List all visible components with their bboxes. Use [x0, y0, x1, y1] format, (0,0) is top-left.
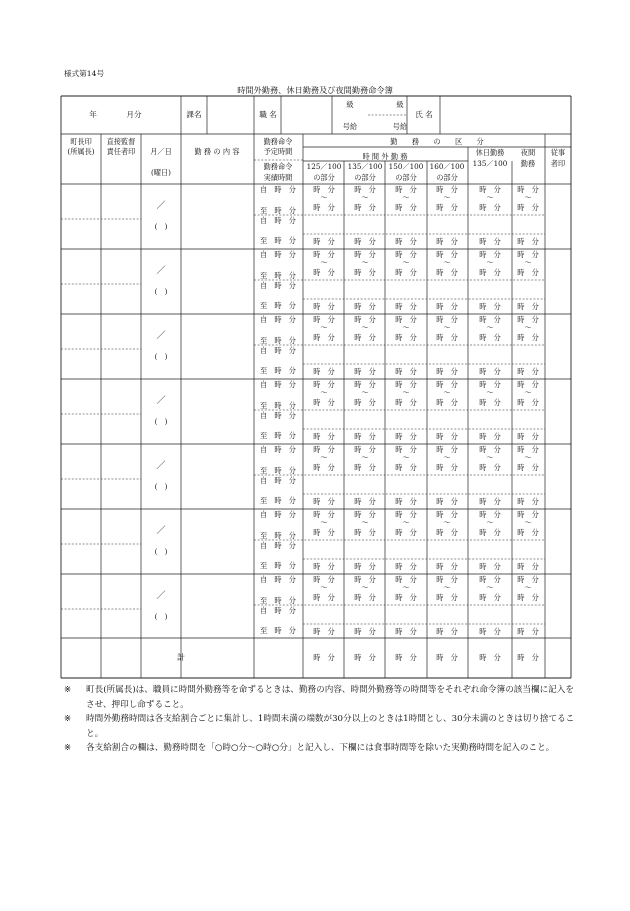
name-label: 氏 名 [415, 110, 433, 119]
tilde: ～ [524, 193, 532, 202]
actual-time: 時 分 [436, 497, 458, 506]
note-text: 時間外勤務時間は各支給割合ごとに集計し、1時間未満の端数が30分以上のときは1時間とし、30分未満のときは切り捨てること。 [86, 714, 575, 739]
start-time: 時 分 [436, 510, 458, 519]
tilde: ～ [320, 388, 328, 397]
start-time: 時 分 [517, 510, 539, 519]
actual-time: 時 分 [354, 302, 376, 311]
planned-to: 至 時 分 [260, 271, 296, 280]
actual-time: 時 分 [479, 627, 501, 636]
start-time: 時 分 [313, 510, 335, 519]
actual-from: 自 時 分 [260, 606, 296, 615]
end-time: 時 分 [313, 398, 335, 407]
rate-part-header: の部分 [395, 173, 417, 182]
end-time: 時 分 [354, 333, 376, 342]
actual-from: 自 時 分 [260, 281, 296, 290]
step-label: 号給 [342, 122, 358, 131]
month-label: 月分 [126, 110, 142, 119]
weekday-paren: ( ) [154, 417, 168, 426]
actual-time: 時 分 [354, 627, 376, 636]
end-time: 時 分 [395, 528, 417, 537]
actual-time: 時 分 [479, 562, 501, 571]
tilde: ～ [524, 323, 532, 332]
planned-from: 自 時 分 [260, 445, 296, 454]
date-slash: ／ [156, 201, 166, 211]
date-header: 月／日 [150, 147, 172, 156]
note-text: 各支給割合の欄は、勤務時間を「○時○分～○時○分」と記入し、下欄には食事時間等を除いた実勤務時間を記入のこと。 [86, 743, 555, 753]
tilde: ～ [443, 323, 451, 332]
actual-time: 時 分 [395, 237, 417, 246]
start-time: 時 分 [354, 510, 376, 519]
grade-label: 級 [396, 100, 404, 109]
rate-header: 125／100 [306, 162, 342, 171]
form-number: 様式第14号 [64, 69, 105, 78]
actual-time: 時 分 [354, 432, 376, 441]
tilde: ～ [443, 388, 451, 397]
actual-time: 時 分 [517, 302, 539, 311]
tilde: ～ [486, 388, 494, 397]
total-label: 計 [177, 653, 185, 662]
start-time: 時 分 [354, 315, 376, 324]
start-time: 時 分 [517, 445, 539, 454]
planned-time-header: 予定時間 [263, 147, 293, 156]
tilde: ～ [443, 193, 451, 202]
start-time: 時 分 [436, 250, 458, 259]
actual-to: 至 時 分 [260, 366, 296, 375]
end-time: 時 分 [436, 398, 458, 407]
actual-time-header: 実績時間 [263, 173, 293, 182]
start-time: 時 分 [395, 445, 417, 454]
actual-time: 時 分 [354, 497, 376, 506]
tilde: ～ [524, 453, 532, 462]
actual-to: 至 時 分 [260, 431, 296, 440]
actual-time: 時 分 [436, 562, 458, 571]
weekday-paren: ( ) [154, 352, 168, 361]
actual-time: 時 分 [479, 367, 501, 376]
start-time: 時 分 [479, 185, 501, 194]
actual-from: 自 時 分 [260, 476, 296, 485]
start-time: 時 分 [395, 380, 417, 389]
start-time: 時 分 [479, 315, 501, 324]
tilde: ～ [402, 323, 410, 332]
end-time: 時 分 [395, 593, 417, 602]
actual-time: 時 分 [436, 367, 458, 376]
actual-to: 至 時 分 [260, 496, 296, 505]
tilde: ～ [402, 453, 410, 462]
tilde: ～ [486, 453, 494, 462]
holiday-rate-header: 135／100 [472, 159, 508, 168]
end-time: 時 分 [354, 463, 376, 472]
total-time: 時 分 [517, 653, 539, 662]
end-time: 時 分 [313, 268, 335, 277]
actual-from: 自 時 分 [260, 411, 296, 420]
end-time: 時 分 [517, 398, 539, 407]
start-time: 時 分 [313, 250, 335, 259]
date-slash: ／ [156, 396, 166, 406]
planned-from: 自 時 分 [260, 185, 296, 194]
actual-time: 時 分 [313, 497, 335, 506]
start-time: 時 分 [354, 185, 376, 194]
actual-time: 時 分 [313, 302, 335, 311]
start-time: 時 分 [436, 185, 458, 194]
tilde: ～ [402, 518, 410, 527]
supervisor-seal-header: 責任者印 [106, 147, 136, 156]
actual-to: 至 時 分 [260, 236, 296, 245]
end-time: 時 分 [479, 398, 501, 407]
end-time: 時 分 [517, 593, 539, 602]
tilde: ～ [402, 193, 410, 202]
rate-header: 160／100 [429, 162, 465, 171]
end-time: 時 分 [479, 463, 501, 472]
actual-time: 時 分 [313, 237, 335, 246]
tilde: ～ [361, 388, 369, 397]
actual-time: 時 分 [395, 497, 417, 506]
end-time: 時 分 [354, 593, 376, 602]
tilde: ～ [486, 583, 494, 592]
note-1 [64, 683, 578, 713]
actual-time: 時 分 [517, 432, 539, 441]
tilde: ～ [486, 323, 494, 332]
actual-time: 時 分 [354, 237, 376, 246]
start-time: 時 分 [354, 380, 376, 389]
actual-to: 至 時 分 [260, 626, 296, 635]
rate-part-header: の部分 [436, 173, 458, 182]
end-time: 時 分 [436, 203, 458, 212]
start-time: 時 分 [517, 380, 539, 389]
start-time: 時 分 [395, 575, 417, 584]
actual-time: 時 分 [479, 237, 501, 246]
actual-from: 自 時 分 [260, 541, 296, 550]
tilde: ～ [320, 323, 328, 332]
actual-time: 時 分 [517, 497, 539, 506]
tilde: ～ [361, 323, 369, 332]
end-time: 時 分 [436, 528, 458, 537]
tilde: ～ [524, 518, 532, 527]
end-time: 時 分 [436, 333, 458, 342]
form-title: 時間外勤務、休日勤務及び夜間勤務命令簿 [237, 85, 393, 95]
note-3 [64, 741, 578, 756]
actual-from: 自 時 分 [260, 346, 296, 355]
tilde: ～ [361, 453, 369, 462]
actual-time: 時 分 [479, 302, 501, 311]
section-name-label: 課名 [186, 110, 202, 119]
end-time: 時 分 [479, 593, 501, 602]
planned-to: 至 時 分 [260, 466, 296, 475]
end-time: 時 分 [395, 333, 417, 342]
worker-seal-header: 者印 [550, 159, 566, 168]
rate-header: 135／100 [347, 162, 383, 171]
start-time: 時 分 [354, 250, 376, 259]
tilde: ～ [443, 518, 451, 527]
holiday-header: 休日勤務 [475, 148, 505, 157]
actual-time: 時 分 [395, 432, 417, 441]
mayor-seal-header: (所属長) [67, 147, 95, 156]
weekday-paren: ( ) [154, 547, 168, 556]
end-time: 時 分 [479, 528, 501, 537]
tilde: ～ [402, 388, 410, 397]
actual-time: 時 分 [479, 432, 501, 441]
start-time: 時 分 [479, 445, 501, 454]
planned-from: 自 時 分 [260, 315, 296, 324]
end-time: 時 分 [517, 463, 539, 472]
start-time: 時 分 [395, 250, 417, 259]
weekday-paren: ( ) [154, 222, 168, 231]
tilde: ～ [361, 258, 369, 267]
tilde: ～ [361, 193, 369, 202]
start-time: 時 分 [395, 510, 417, 519]
planned-to: 至 時 分 [260, 401, 296, 410]
date-slash: ／ [156, 591, 166, 601]
total-time: 時 分 [313, 653, 335, 662]
end-time: 時 分 [354, 398, 376, 407]
start-time: 時 分 [436, 575, 458, 584]
planned-from: 自 時 分 [260, 575, 296, 584]
actual-time: 時 分 [395, 562, 417, 571]
start-time: 時 分 [479, 575, 501, 584]
start-time: 時 分 [313, 575, 335, 584]
actual-time: 時 分 [395, 627, 417, 636]
note-mark: ※ [64, 743, 72, 753]
end-time: 時 分 [395, 203, 417, 212]
total-time: 時 分 [436, 653, 458, 662]
note-mark: ※ [64, 685, 72, 695]
tilde: ～ [361, 518, 369, 527]
start-time: 時 分 [313, 445, 335, 454]
tilde: ～ [361, 583, 369, 592]
actual-time: 時 分 [395, 367, 417, 376]
tilde: ～ [524, 583, 532, 592]
worker-seal-header: 従事 [550, 148, 566, 157]
start-time: 時 分 [354, 445, 376, 454]
start-time: 時 分 [479, 510, 501, 519]
end-time: 時 分 [517, 528, 539, 537]
end-time: 時 分 [517, 333, 539, 342]
end-time: 時 分 [479, 333, 501, 342]
weekday-paren: ( ) [154, 612, 168, 621]
actual-time: 時 分 [517, 562, 539, 571]
actual-time: 時 分 [517, 627, 539, 636]
order-header: 勤務命令 [263, 137, 293, 146]
start-time: 時 分 [479, 380, 501, 389]
tilde: ～ [320, 583, 328, 592]
end-time: 時 分 [313, 203, 335, 212]
end-time: 時 分 [313, 593, 335, 602]
actual-to: 至 時 分 [260, 561, 296, 570]
planned-from: 自 時 分 [260, 250, 296, 259]
actual-time-header: 勤務命令 [263, 162, 293, 171]
end-time: 時 分 [395, 398, 417, 407]
end-time: 時 分 [354, 528, 376, 537]
tilde: ～ [524, 258, 532, 267]
total-time: 時 分 [354, 653, 376, 662]
end-time: 時 分 [313, 528, 335, 537]
end-time: 時 分 [395, 268, 417, 277]
tilde: ～ [443, 258, 451, 267]
actual-to: 至 時 分 [260, 301, 296, 310]
actual-time: 時 分 [354, 367, 376, 376]
start-time: 時 分 [395, 185, 417, 194]
tilde: ～ [486, 518, 494, 527]
total-time: 時 分 [479, 653, 501, 662]
date-slash: ／ [156, 461, 166, 471]
start-time: 時 分 [517, 575, 539, 584]
end-time: 時 分 [313, 333, 335, 342]
planned-to: 至 時 分 [260, 596, 296, 605]
tilde: ～ [524, 388, 532, 397]
actual-time: 時 分 [436, 627, 458, 636]
tilde: ～ [486, 193, 494, 202]
actual-time: 時 分 [517, 367, 539, 376]
planned-to: 至 時 分 [260, 206, 296, 215]
year-label: 年 [89, 110, 97, 119]
actual-time: 時 分 [395, 302, 417, 311]
actual-from: 自 時 分 [260, 216, 296, 225]
actual-time: 時 分 [479, 497, 501, 506]
actual-time: 時 分 [354, 562, 376, 571]
start-time: 時 分 [479, 250, 501, 259]
actual-time: 時 分 [436, 432, 458, 441]
date-slash: ／ [156, 526, 166, 536]
night-header: 夜間 [520, 148, 536, 157]
start-time: 時 分 [313, 380, 335, 389]
tilde: ～ [320, 453, 328, 462]
end-time: 時 分 [313, 463, 335, 472]
date-slash: ／ [156, 266, 166, 276]
rate-part-header: の部分 [354, 173, 376, 182]
night-header: 勤務 [520, 159, 536, 168]
note-mark: ※ [64, 714, 72, 724]
note-2 [64, 712, 578, 742]
actual-time: 時 分 [436, 237, 458, 246]
planned-from: 自 時 分 [260, 510, 296, 519]
actual-time: 時 分 [313, 562, 335, 571]
tilde: ～ [320, 518, 328, 527]
end-time: 時 分 [436, 593, 458, 602]
end-time: 時 分 [354, 203, 376, 212]
start-time: 時 分 [517, 315, 539, 324]
end-time: 時 分 [479, 203, 501, 212]
planned-to: 至 時 分 [260, 531, 296, 540]
end-time: 時 分 [436, 268, 458, 277]
start-time: 時 分 [313, 185, 335, 194]
tilde: ～ [320, 193, 328, 202]
tilde: ～ [402, 258, 410, 267]
end-time: 時 分 [517, 203, 539, 212]
grade-label: 級 [346, 100, 354, 109]
work-category-header: 勤 務 の 区 分 [390, 137, 484, 146]
mayor-seal-header: 町長印 [70, 137, 92, 146]
end-time: 時 分 [395, 463, 417, 472]
total-time: 時 分 [395, 653, 417, 662]
rate-header: 150／100 [388, 162, 424, 171]
start-time: 時 分 [395, 315, 417, 324]
end-time: 時 分 [354, 268, 376, 277]
tilde: ～ [486, 258, 494, 267]
end-time: 時 分 [479, 268, 501, 277]
planned-from: 自 時 分 [260, 380, 296, 389]
actual-time: 時 分 [313, 432, 335, 441]
job-title-label: 職 名 [259, 110, 277, 119]
start-time: 時 分 [517, 250, 539, 259]
tilde: ～ [443, 453, 451, 462]
tilde: ～ [402, 583, 410, 592]
start-time: 時 分 [436, 380, 458, 389]
actual-time: 時 分 [517, 237, 539, 246]
weekday-paren: ( ) [154, 482, 168, 491]
actual-time: 時 分 [313, 627, 335, 636]
end-time: 時 分 [436, 463, 458, 472]
start-time: 時 分 [517, 185, 539, 194]
start-time: 時 分 [354, 575, 376, 584]
end-time: 時 分 [517, 268, 539, 277]
start-time: 時 分 [436, 315, 458, 324]
tilde: ～ [320, 258, 328, 267]
actual-time: 時 分 [313, 367, 335, 376]
step-label: 号給 [392, 122, 408, 131]
weekday-header: (曜日) [151, 168, 171, 177]
weekday-paren: ( ) [154, 287, 168, 296]
planned-to: 至 時 分 [260, 336, 296, 345]
overtime-header: 時 間 外 勤 務 [362, 152, 408, 161]
work-content-header: 勤 務 の 内 容 [194, 147, 240, 156]
note-text: 町長(所属長)は、職員に時間外勤務等を命ずるときは、勤務の内容、時間外勤務等の時間等をそれぞれ命令簿の該当欄に記入をさせ、押印し命ずること。 [86, 685, 574, 710]
tilde: ～ [443, 583, 451, 592]
supervisor-seal-header: 直接監督 [106, 137, 136, 146]
actual-time: 時 分 [436, 302, 458, 311]
rate-part-header: の部分 [313, 173, 335, 182]
start-time: 時 分 [313, 315, 335, 324]
date-slash: ／ [156, 331, 166, 341]
start-time: 時 分 [436, 445, 458, 454]
